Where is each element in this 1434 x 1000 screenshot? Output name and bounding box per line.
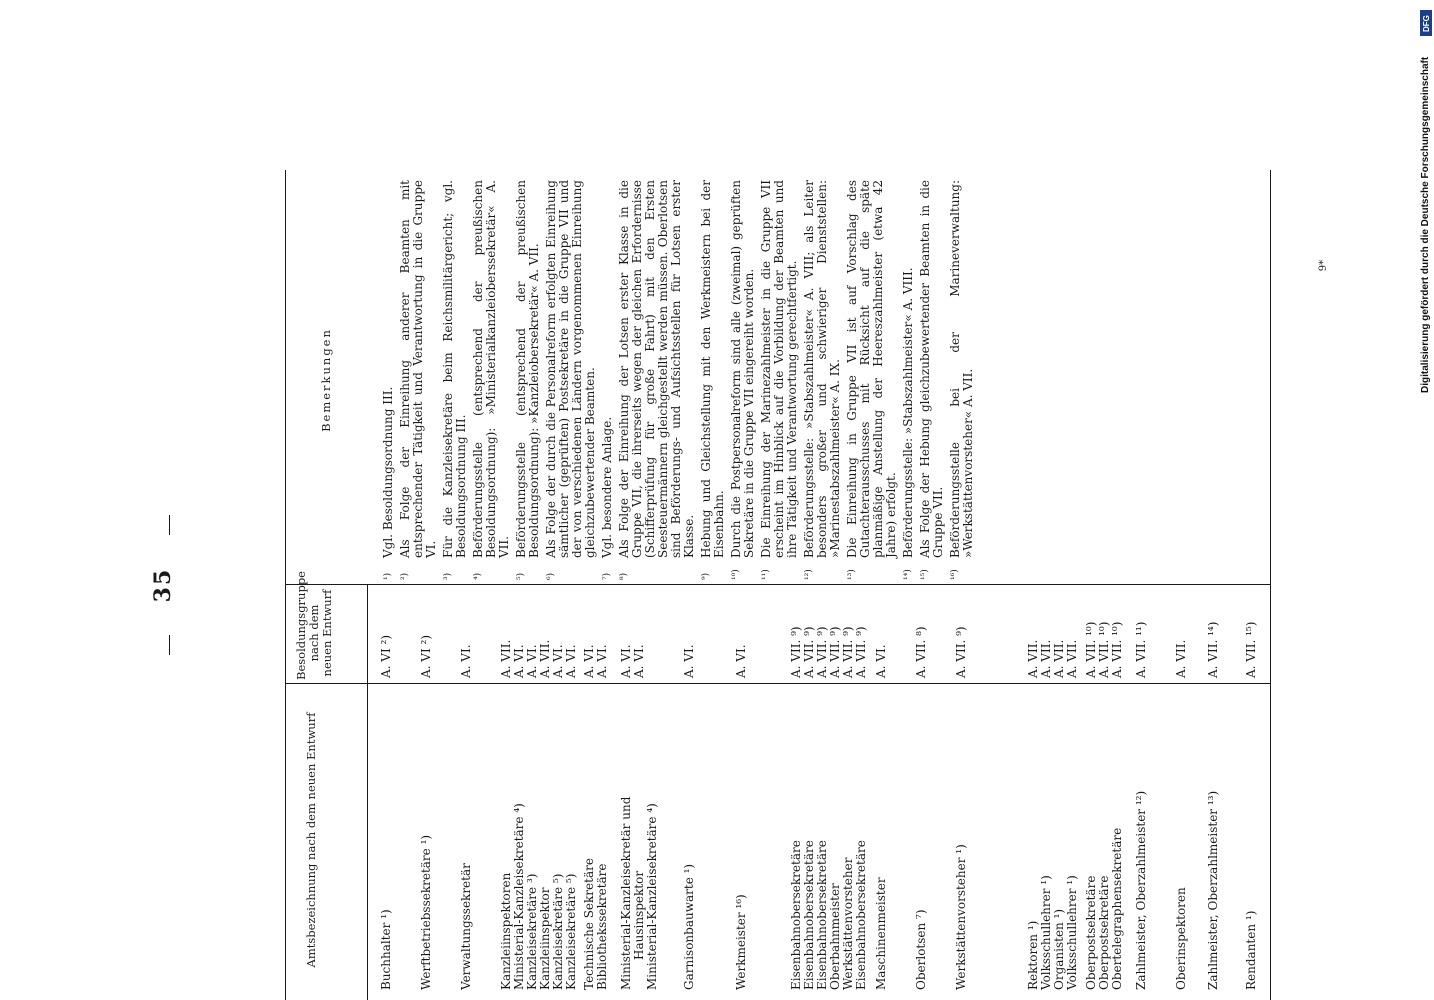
amtsbezeichnung-text: Eisenbahnobersekretäre [815,840,829,990]
remark-number: ⁴) [473,572,483,580]
amtsbezeichnung-text: Volksschullehrer ¹) [1039,875,1053,990]
besoldungsgruppe-cell [735,586,748,678]
amtsbezeichnung-text: Hausinspektor [632,870,646,960]
remark-text: Vgl. besondere Anlage. [600,416,614,558]
table-bottom-rule [1270,170,1271,1000]
remark-number: ³) [443,572,453,580]
remark-item [545,180,597,580]
besoldungsgruppe-cell [620,586,646,678]
amtsbezeichnung-cell [735,685,748,990]
besoldungsgruppe-text: A. VI ²) [379,634,393,678]
amtsbezeichnung-text: Oberpostsekretäre [1084,875,1098,990]
besoldungsgruppe-text: A. VI. [595,644,609,678]
amtsbezeichnung-cell [380,685,393,990]
amtsbezeichnung-cell [915,685,928,990]
besoldungsgruppe-text: A. VII. ⁸) [914,626,928,678]
besoldungsgruppe-cell [915,586,928,678]
remark-number: ⁵) [516,572,526,580]
amtsbezeichnung-cell [875,685,888,990]
remark-text: Beförderungsstelle (entsprechend der preußischen Besoldungsordnung): »Kanzleiobersekretär« A. VII. [514,180,541,558]
remark-item [618,180,696,580]
remark-item [919,180,945,580]
amtsbezeichnung-text: Zahlmeister, Oberzahlmeister ¹³) [1206,790,1220,990]
digitization-credit [1417,8,1434,992]
amtsbezeichnung-text: Ministerial-Kanzleisekretär und [619,796,633,990]
amtsbezeichnung-cell [955,685,968,990]
remark-number: ¹⁶) [950,569,960,580]
column-rule-2 [285,584,1270,585]
besoldungsgruppe-cell [583,586,609,678]
amtsbezeichnung-text: Ministerial-Kanzleisekretäre ⁴) [512,803,526,990]
amtsbezeichnung-text: Volksschullehrer ¹) [1065,875,1079,990]
besoldungsgruppe-text: A. VII. ¹¹) [1134,621,1148,678]
amtsbezeichnung-text: Kanzleisekretäre ³) [525,873,539,990]
amtsbezeichnung-text: Eisenbahnobersekretäre [789,840,803,990]
remark-text: Beförderungsstelle: »Stabszahlmeister« A. VIII; als Leiter besonders großer und schwieriger Dienststellen: »Marinestabszahlmeister« A. IX. [802,180,842,558]
remark-text: Durch die Postpersonalreform sind alle (zweimal) geprüften Sekretäre in die Gruppe VII eingereiht worden. [729,180,756,558]
besoldungsgruppe-text: A. VI ²) [419,634,433,678]
remark-number: ¹⁴) [903,569,913,580]
besoldungsgruppe-text: A. VII. ⁹) [854,626,868,678]
amtsbezeichnung-text: Organisten ¹) [1052,908,1066,990]
besoldungsgruppe-text: A. VII. ⁹) [954,626,968,678]
besoldungsgruppe-text: A. VII. ¹⁵) [1244,621,1258,678]
table-top-rule [285,170,286,1000]
besoldungsgruppe-cell [1135,586,1148,678]
besoldungsgruppe-cell [380,586,393,678]
amtsbezeichnung-cell [500,685,578,990]
remark-number: ⁸) [619,572,629,580]
remark-text: Beförderungsstelle: »Stabszahlmeister« A. VIII. [901,267,915,558]
header-amtsbezeichnung: Amtsbezeichnung nach dem neuen Entwurf [304,712,318,968]
remark-item [730,180,756,580]
besoldungsgruppe-text: A. VII. ¹⁰) [1097,621,1111,678]
besoldungsgruppe-text: A. VII. ⁹) [789,626,803,678]
amtsbezeichnung-text: Buchhalter ¹) [379,909,393,990]
remark-number: ⁶) [546,572,556,580]
besoldungsgruppe-text: A. VI. [582,644,596,678]
amtsbezeichnung-cell [1207,685,1220,990]
besoldungsgruppe-text: A. VII. [1174,639,1188,678]
remark-item [902,180,915,580]
page-number-dash-left [169,635,170,655]
amtsbezeichnung-text: Rektoren ¹) [1026,920,1040,990]
folio-mark: 9* [1318,259,1330,272]
amtsbezeichnung-text: Werkstättenvorsteher [841,857,855,990]
remark-number: ¹²) [804,569,814,580]
amtsbezeichnung-text: Eisenbahnobersekretäre [802,840,816,990]
besoldungsgruppe-text: A. VII. ⁹) [828,626,842,678]
remark-text: Beförderungsstelle bei der Marineverwaltung: »Werkstättenvorsteher« A. VII. [948,180,975,558]
amtsbezeichnung-text: Oberbahnmeister [828,883,842,990]
amtsbezeichnung-cell [1027,685,1079,990]
amtsbezeichnung-text: Garnisonbauwarte ¹) [682,863,696,990]
besoldungsgruppe-text: A. VII. ¹⁴) [1206,621,1220,678]
amtsbezeichnung-text: Werkstättenvorsteher ¹) [954,844,968,990]
besoldungsgruppe-text: A. VII. ⁹) [841,626,855,678]
remark-item [472,180,511,580]
header-bottom-rule [367,585,368,1000]
remark-text: Die Einreihung der Marinezahlmeister in die Gruppe VII erscheint im Hinblick auf die Vorbildung der Beamten und ihre Tätigkeit und Verantwortung gerechtfertigt. [759,180,799,558]
page-number: 35 [150,567,176,603]
remark-text: Beförderungsstelle (entsprechend der preußischen Besoldungsordnung): »Ministerialkanzleioberssekretär« A. VII. [471,180,511,558]
remark-text: Als Folge der Einreihung der Lotsen erster Klasse in die Gruppe VII, die ihrerseits wegen der gleichen Erfordernisse (Schifferprüfung für große Fahrt) mit den Ersten Seesteuermännern gleichgestellt werden müssen. Oberlotsen sind Beförderungs- und Aufsichtsstellen für Lotsen erster Klasse. [617,180,696,558]
remark-item [803,180,842,580]
besoldungsgruppe-text: A. VII. ¹⁰) [1110,621,1124,678]
amtsbezeichnung-text: Werkmeister ¹⁶) [734,894,748,990]
besoldungsgruppe-text: A. VII. ⁹) [815,626,829,678]
besoldungsgruppe-text: A. VII. [1052,639,1066,678]
amtsbezeichnung-text: Oberlotsen ⁷) [914,909,928,990]
amtsbezeichnung-text: Oberpostsekretäre [1097,875,1111,990]
column-rule-1 [285,683,1270,684]
besoldungsgruppe-text: A. VI. [682,644,696,678]
amtsbezeichnung-cell [1175,685,1188,990]
dfg-logo: DFG [1420,10,1432,36]
besoldungsgruppe-text: A. VI. [734,644,748,678]
amtsbezeichnung-cell [1135,685,1148,990]
besoldungsgruppe-cell [1085,586,1124,678]
amtsbezeichnung-text: Werftbetriebssekretäre ¹) [419,834,433,990]
besoldungsgruppe-text: A. VII. [499,639,513,678]
besoldungsgruppe-cell [500,586,578,678]
remark-number: ¹⁰) [731,569,741,580]
remark-item [949,180,975,580]
remark-item [399,180,438,580]
remark-item [846,180,898,580]
amtsbezeichnung-text: Technische Sekretäre [582,858,596,990]
remark-number: ⁹) [701,572,711,580]
besoldungsgruppe-text: A. VII. [538,639,552,678]
besoldungsgruppe-text: A. VII. [1065,639,1079,678]
remark-text: Als Folge der Einreihung anderer Beamten mit entsprechender Tätigkeit und Verantwortung in die Gruppe VI. [398,180,438,558]
amtsbezeichnung-text: Kanzleiinspektor [538,887,552,990]
remark-number: ¹) [383,572,393,580]
remark-number: ¹¹) [761,569,771,580]
besoldungsgruppe-text: A. VI. [512,644,526,678]
amtsbezeichnung-text: Obertelegraphensekretäre [1110,827,1124,990]
remark-item [515,180,541,580]
besoldungsgruppe-cell [1027,586,1079,678]
besoldungsgruppe-text: A. VI. [564,644,578,678]
remark-number: ¹³) [847,569,857,580]
besoldungsgruppe-cell [460,586,473,678]
remark-text: Vgl. Besoldungsordnung III. [381,386,395,558]
besoldungsgruppe-cell [1245,586,1258,678]
besoldungsgruppe-text: A. VI. [525,644,539,678]
remark-text: Für die Kanzleisekretäre beim Reichsmilitärgericht; vgl. Besoldungsordnung III. [441,180,468,558]
remark-text: Als Folge der Hebung gleichzubewertender Beamten in die Gruppe VII. [918,180,945,558]
amtsbezeichnung-text: Ministerial-Kanzleisekretäre ⁴) [645,803,659,990]
remark-item [760,180,799,580]
besoldungsgruppe-cell [420,586,433,678]
amtsbezeichnung-cell [1085,685,1124,990]
amtsbezeichnung-text: Rendanten ¹) [1244,910,1258,990]
besoldungsgruppe-text: A. VI. [551,644,565,678]
amtsbezeichnung-text: Kanzleiinspektoren [499,872,513,990]
amtsbezeichnung-text: Oberinspektoren [1174,887,1188,990]
remark-text: Hebung und Gleichstellung mit den Werkmeistern bei der Eisenbahn. [699,180,726,558]
besoldungsgruppe-cell [1207,586,1220,678]
amtsbezeichnung-text: Eisenbahnobersekretäre [854,840,868,990]
besoldungsgruppe-cell [955,586,968,678]
remark-number: ²) [400,572,410,580]
remark-number: ⁷) [602,572,612,580]
remark-text: Die Einreihung in Gruppe VII ist auf Vorschlag des Gutachterausschusses mit Rücksicht auf die späte planmäßige Anstellung der Heereszahlmeister (etwa 42 Jahre) erfolgt. [845,180,898,558]
besoldungsgruppe-cell [1175,586,1188,678]
besoldungsgruppe-text: A. VI. [619,644,633,678]
remark-text: Als Folge der durch die Personalreform erfolgten Einreihung sämtlicher (geprüften) Postsekretäre in die Gruppe VII und der von verschiedenen Ländern vorgenommenen Einreihung gleichzubewertender Beamten. [544,180,597,558]
besoldungsgruppe-cell [683,586,696,678]
amtsbezeichnung-cell [460,685,473,990]
amtsbezeichnung-text: Bibliothekssekretäre [595,863,609,990]
besoldungsgruppe-cell [790,586,868,678]
besoldungsgruppe-text: A. VII. ⁹) [802,626,816,678]
remark-item [442,180,468,580]
remarks-list [382,180,979,580]
besoldungsgruppe-text: A. VII. [1026,639,1040,678]
remark-item [700,180,726,580]
header-besoldungsgruppe: Besoldungsgruppe nach dem neuen Entwurf [294,571,334,680]
amtsbezeichnung-cell [683,685,696,990]
besoldungsgruppe-text: A. VI. [874,644,888,678]
remark-number: ¹⁵) [920,569,930,580]
amtsbezeichnung-cell [583,685,609,990]
amtsbezeichnung-text: Verwaltungssekretär [459,863,473,990]
digitization-credit-text: Digitalisierung gefördert durch die Deutsche Forschungsgemeinschaft [1420,56,1431,393]
amtsbezeichnung-cell [790,685,868,990]
rotated-page-content [145,170,1295,1000]
amtsbezeichnung-cell [620,685,659,990]
amtsbezeichnung-cell [1245,685,1258,990]
besoldungsgruppe-cell [875,586,888,678]
besoldungsgruppe-text: A. VII. ¹⁰) [1084,621,1098,678]
amtsbezeichnung-text: Zahlmeister, Oberzahlmeister ¹²) [1134,790,1148,990]
header-bemerkungen: Bemerkungen [319,328,333,432]
amtsbezeichnung-cell [420,685,433,990]
besoldungsgruppe-text: A. VI. [632,644,646,678]
remark-item [382,180,395,580]
besoldungsgruppe-text: A. VI. [459,644,473,678]
amtsbezeichnung-text: Kanzleisekretäre ⁵) [551,873,565,990]
amtsbezeichnung-text: Kanzleisekretäre ⁵) [564,873,578,990]
page-number-dash-right [169,515,170,535]
besoldungsgruppe-text: A. VII. [1039,639,1053,678]
remark-item [601,180,614,580]
amtsbezeichnung-text: Maschinenmeister [874,877,888,990]
